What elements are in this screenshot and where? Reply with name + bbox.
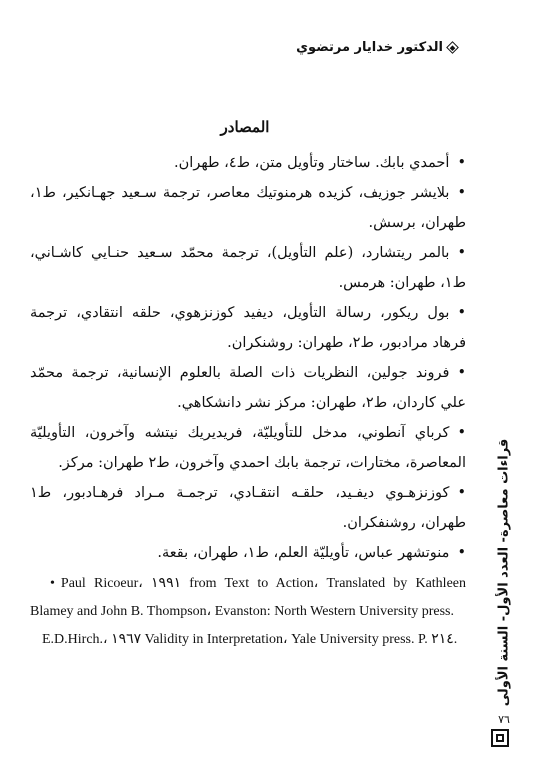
journal-sidebar (484, 438, 524, 706)
reference-text: E.D.Hirch.، ١٩٦٧ Validity in Interpretation، Yale University press. P. ٢١٤. (42, 632, 458, 647)
references-body (30, 148, 466, 654)
reference-item (30, 358, 466, 418)
arabic-references (30, 148, 466, 568)
reference-text: بول ريكور، رسالة التأويل، ديفيد كوزنزهوي، حلقه انتقادي، ترجمة فرهاد مرادبور، ط٢، طهران: روشنكران. (30, 305, 466, 351)
header-author: الدكتور خدايار مرتضوي (296, 40, 443, 55)
reference-item (30, 238, 466, 298)
bullet-icon: • (457, 365, 466, 381)
bullet-icon: • (457, 305, 466, 321)
reference-item (30, 570, 466, 626)
reference-text: بلايشر جوزيف، كزيده هرمنوتيك معاصر، ترجمة سـعيد جهـانكير، ط١، طهران، برسش. (30, 185, 466, 231)
reference-item (30, 178, 466, 238)
reference-item (30, 418, 466, 478)
square-frame-icon (491, 729, 509, 747)
journal-title: قراءات معاصرة- العدد الأول- السنة الأولى (496, 438, 512, 706)
reference-text: فروند جولين، النظريات ذات الصلة بالعلوم الإنسانية، ترجمة محمّد علي كاردان، ط٢، طهران: مركز نشر دانشكاهي. (30, 365, 466, 411)
reference-item (30, 478, 466, 538)
bullet-icon: • (457, 185, 466, 201)
reference-text: أحمدي بابك. ساختار وتأويل متن، ط٤، طهران. (174, 155, 450, 171)
bullet-icon: • (457, 245, 466, 261)
reference-item (30, 148, 466, 178)
bullet-icon: • (457, 425, 466, 441)
reference-item (30, 298, 466, 358)
reference-text: بالمر ريتشارد، (علم التأويل)، ترجمة محمّد سـعيد حنـايي كاشـاني، ط١، طهران: هرمس. (30, 245, 466, 291)
bullet-icon: • (457, 485, 466, 501)
bullet-icon: • (50, 576, 55, 591)
reference-text: كرباي آنطوني، مدخل للتأويليّة، فريديريك نيتشه وآخرون، التأويليّة المعاصرة، مختارات، ترجمة بابك احمدي وآخرون، ط٢ طهران: مركز. (30, 425, 466, 471)
bullet-icon: • (457, 155, 466, 171)
diamond-icon (446, 41, 459, 54)
page-number: ٧٦ (498, 713, 510, 726)
bullet-icon: • (457, 545, 466, 561)
reference-item (30, 626, 466, 654)
reference-text: كوزنزهـوي ديفـيد، حلقـه انتقـادي، ترجمـة مـراد فرهـادبور، ط١ طهران، روشنفكران. (30, 485, 466, 531)
english-references (30, 570, 466, 654)
running-header (296, 40, 457, 55)
reference-text: منوتشهر عباس، تأويليّة العلم، ط١، طهران، بقعة. (157, 545, 450, 561)
reference-text: Paul Ricoeur، ١٩٩١ from Text to Action، Translated by Kathleen Blamey and John B. Thompson، Evanston: North Western University press. (30, 576, 466, 619)
section-title: المصادر (220, 118, 270, 136)
reference-item (30, 538, 466, 568)
